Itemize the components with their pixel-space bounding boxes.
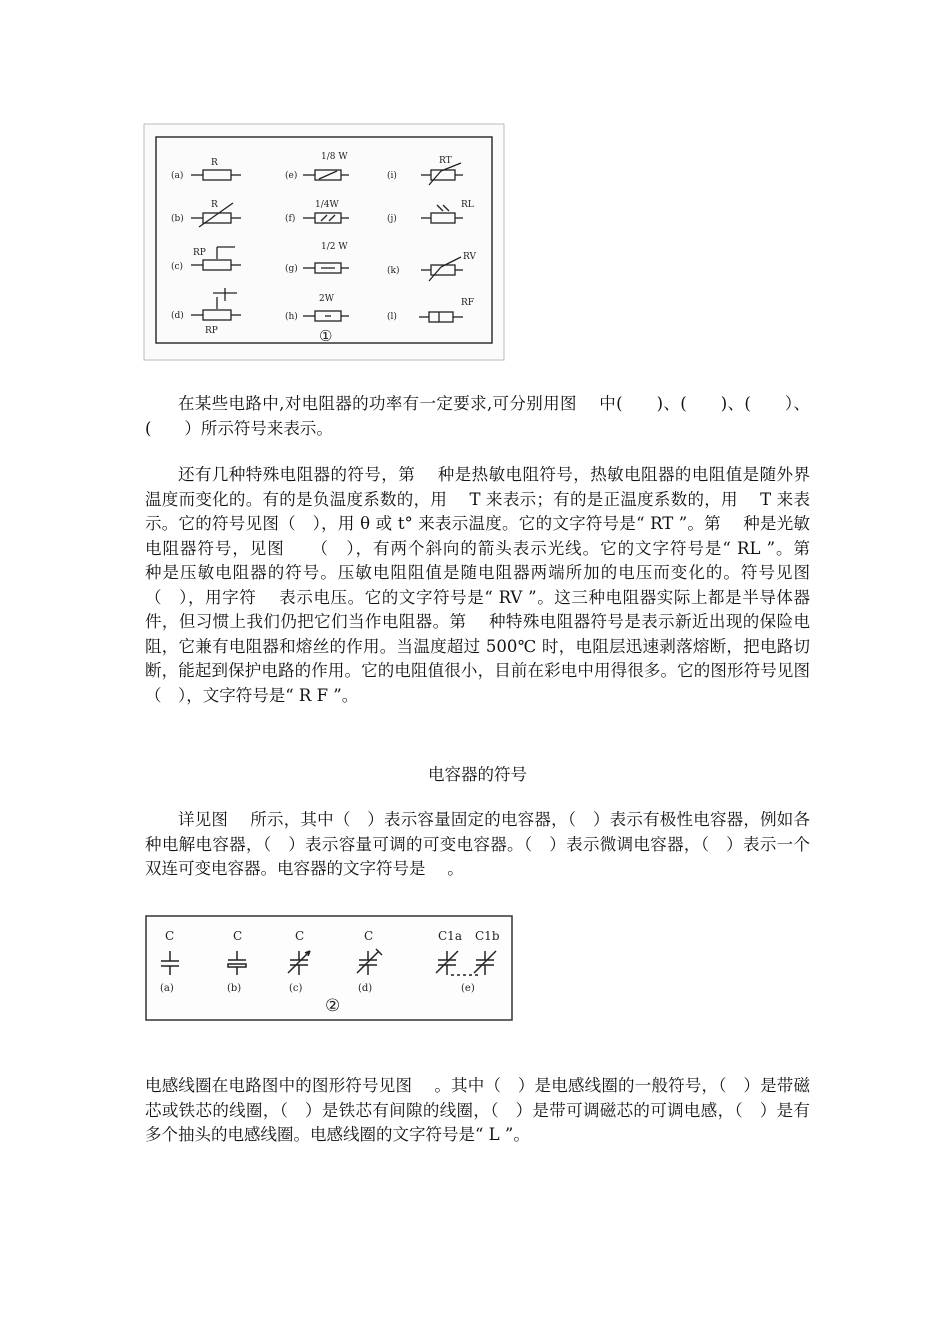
paragraph-inductor: 电感线圈在电路图中的图形符号见图 。其中（ ）是电感线圈的一般符号，（ ）是带磁芯或铁芯的线圈，（ ）是铁芯有间隙的线圈，（ ）是带可调磁芯的可调电感，（ ）是有多个抽头的电感线圈。电感线圈的文字符号是“ L ”。 — [145, 1076, 810, 1144]
fig1-tag-d: (d) — [171, 311, 184, 321]
fig2-number: ② — [325, 996, 341, 1016]
fig1-tag-g: (g) — [285, 264, 298, 274]
fig1-tag-k: (k) — [387, 266, 400, 276]
fig1-tag-j: (j) — [387, 214, 397, 224]
fig2-tag-a: (a) — [160, 983, 174, 994]
paragraph-capacitor: 详见图 所示，其中（ ）表示容量固定的电容器，（ ）表示有极性电容器，例如各种电解电容器，（ ）表示容量可调的可变电容器。（ ）表示微调电容器，（ ）表示一个双连可变电容器。电容器的文字符号是 。 — [145, 810, 810, 878]
fig1-sym-f: 1/4W — [315, 200, 339, 210]
fig2-label-e2: C1b — [475, 929, 500, 943]
fig2-label-d: C — [364, 929, 374, 943]
section-heading-capacitor: 电容器的符号 — [428, 765, 527, 784]
figure-capacitor-symbols — [145, 913, 515, 1023]
fig1-tag-b: (b) — [171, 214, 184, 224]
fig1-sym-e: 1/8 W — [321, 152, 348, 162]
paragraph-resistor-power: 在某些电路中,对电阻器的功率有一定要求,可分别用图 中( )、( )、( ）、( ）所示符号来表示。 — [145, 394, 810, 438]
fig1-tag-c: (c) — [171, 262, 184, 272]
fig1-sym-j: RL — [461, 200, 474, 210]
fig1-sym-l: RF — [461, 298, 475, 308]
fig1-tag-i: (i) — [387, 171, 397, 181]
fig1-tag-f: (f) — [285, 214, 296, 224]
fig1-tag-e: (e) — [285, 171, 298, 181]
fig1-sym-d: RP — [205, 326, 218, 336]
fig1-sym-a: R — [211, 158, 218, 168]
fig1-tag-a: (a) — [171, 171, 184, 181]
paragraph-special-resistors: 还有几种特殊电阻器的符号，第 种是热敏电阻符号，热敏电阻器的电阻值是随外界温度而变化的。有的是负温度系数的，用 T 来表示；有的是正温度系数的，用 T 来表示。它的符号见图（ ），用 θ 或 t° 来表示温度。它的文字符号是“ RT ”。第 种是光敏电阻器符号，见图 （ ），有两个斜向的箭头表示光线。它的文字符号是“ RL ”。第 种是压敏电阻器的符号。压敏电阻阻值是随电阻器两端所加的电压而变化的。符号见图 （ ），用字符 表示电压。它的文字符号是“ RV ”。这三种电阻器实际上都是半导体器件，但习惯上我们仍把它们当作电阻器。第 种特殊电阻器符号是表示新近出现的保险电阻，它兼有电阻器和熔丝的作用。当温度超过 500℃ 时，电阻层迅速剥落熔断，把电路切断，能起到保护电路的作用。它的电阻值很小，目前在彩电中用得很多。它的图形符号见图 （ ），文字符号是“ R F ”。 — [145, 465, 843, 705]
figure-resistor-symbols — [143, 123, 505, 361]
fig1-sym-i: RT — [439, 156, 452, 166]
fig2-label-c: C — [295, 929, 305, 943]
fig2-tag-b: (b) — [227, 983, 242, 994]
fig1-number: ① — [319, 327, 333, 345]
fig1-sym-g: 1/2 W — [321, 242, 348, 252]
fig1-sym-h: 2W — [319, 294, 334, 304]
fig2-label-a: C — [165, 929, 175, 943]
fig1-sym-k: RV — [463, 252, 476, 262]
fig1-sym-c: RP — [193, 248, 206, 258]
fig2-label-b: C — [233, 929, 243, 943]
fig2-label-e1: C1a — [438, 929, 462, 943]
fig2-tag-e: (e) — [461, 983, 475, 994]
fig1-tag-h: (h) — [285, 312, 298, 322]
fig1-tag-l: (l) — [387, 312, 397, 322]
fig1-sym-b: R — [211, 200, 218, 210]
fig2-tag-c: (c) — [289, 983, 303, 994]
fig2-tag-d: (d) — [358, 983, 373, 994]
